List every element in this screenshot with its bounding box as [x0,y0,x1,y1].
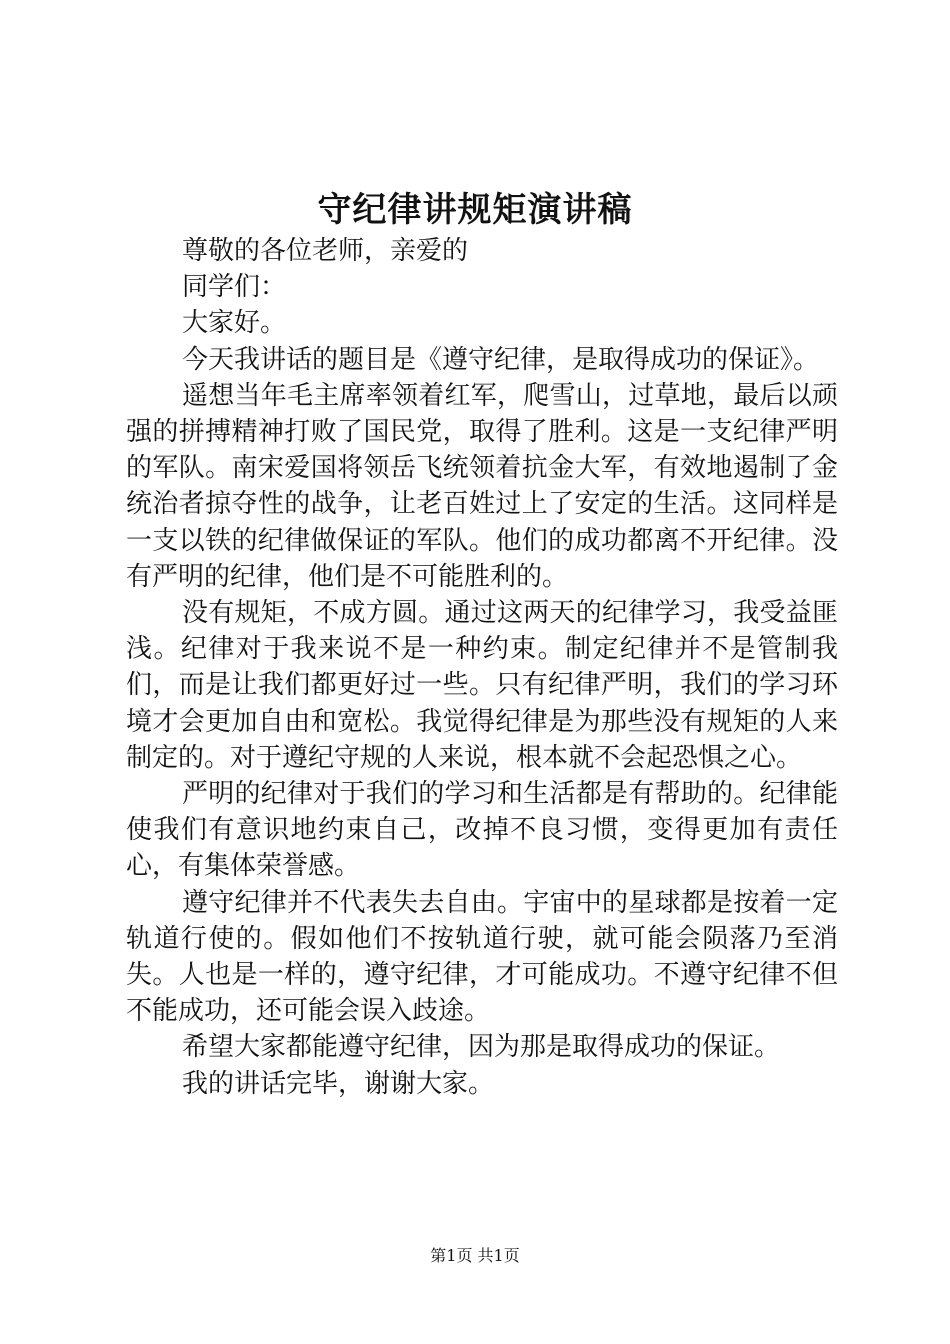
paragraph-history: 遥想当年毛主席率领着红军，爬雪山，过草地，最后以顽强的拼搏精神打败了国民党，取得了胜利。这是一支纪律严明的军队。南宋爱国将领岳飞统领着抗金大军，有效地遏制了金统治者掠夺性的战争，让老百姓过上了安定的生活。这同样是一支以铁的纪律做保证的军队。他们的成功都离不开纪律。没有严明的纪律，他们是不可能胜利的。 [126,380,838,592]
paragraph-closing: 我的讲话完毕，谢谢大家。 [182,1068,495,1099]
paragraph-benefits: 严明的纪律对于我们的学习和生活都是有帮助的。纪律能使我们有意识地约束自己，改掉不良习惯，变得更加有责任心，有集体荣誉感。 [126,779,838,882]
paragraph-topic: 今天我讲话的题目是《遵守纪律，是取得成功的保证》。 [182,344,820,375]
document-body [126,233,838,1102]
paragraph-salutation-cont: 同学们： [182,272,287,303]
paragraph-hope: 希望大家都能遵守纪律，因为那是取得成功的保证。 [182,1032,781,1063]
document-title: 守纪律讲规矩演讲稿 [317,190,633,230]
paragraph-rules: 没有规矩，不成方圆。通过这两天的纪律学习，我受益匪浅。纪律对于我来说不是一种约束。制定纪律并不是管制我们，而是让我们都更好过一些。只有纪律严明，我们的学习环境才会更加自由和宽松。我觉得纪律是为那些没有规矩的人来制定的。对于遵纪守规的人来说，根本就不会起恐惧之心。 [126,598,838,773]
paragraph-greeting: 大家好。 [182,308,287,339]
paragraph-freedom: 遵守纪律并不代表失去自由。宇宙中的星球都是按着一定轨道行使的。假如他们不按轨道行驶，就可能会陨落乃至消失。人也是一样的，遵守纪律，才可能成功。不遵守纪律不但不能成功，还可能会误入歧途。 [126,887,838,1027]
paragraph-salutation: 尊敬的各位老师，亲爱的 [182,236,469,266]
page-footer: 第1页 共1页 [430,1246,520,1265]
